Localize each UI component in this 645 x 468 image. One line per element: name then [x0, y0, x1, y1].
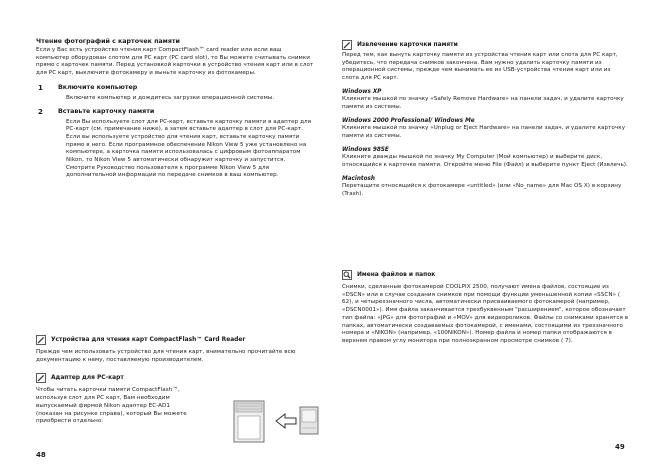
step-title: Включите компьютер: [58, 83, 138, 91]
remove-card-heading: [342, 40, 629, 50]
section-title: Чтение фотографий с карточек памяти: [36, 38, 180, 45]
step-number: 2: [38, 107, 43, 116]
page-number: 49: [615, 443, 625, 451]
insert-arrow-icon: [276, 414, 296, 428]
note-reader-text: Прежде чем использовать устройство для чтения карт, внимательно прочитайте всю документацию к нему, поставляемую производителем.: [36, 349, 296, 363]
os-name-win98se: Windows 98SE: [342, 146, 389, 153]
note-reader-title: Устройства для чтения карт CompactFlash™ Card Reader: [51, 337, 246, 343]
file-names-heading: [342, 270, 629, 280]
step-1: [36, 84, 314, 103]
file-names-text: Снимки, сделанные фотокамерой COOLPIX 2500, получают имена файлов, состоящие из «DSCN» или в случае создания снимков при помощи функции уменьшенной копии «SSCN» ( 62), и четырехзначного числа, автоматически присваиваемого фотокамерой (например, «DSCN0001»). Имя файла заканчивается трехбуквенным "расширением", которое обозначает тип файла: «JPG» для фотографий и «MOV» для видеороликов. Файлы со снимками хранятся в папках, автоматически создаваемых фотокамерой, с именами, состоящими из трехзначного номера и «NIKON» (например, «100NIKON»). Номер файла и номер папки отображаются в верхнем правом углу монитора при полноэкранном просмотре снимков ( 7).: [342, 284, 629, 344]
step-text: Если Вы используете слот для PC-карт, вставьте карточку памяти в адаптер для PC-карт (см. примечание ниже), а затем вставьте адаптер в слот для PC-карт. Если вы используете устройство для чтения карт, вставьте карточку памяти прямо в него. Если программное обеспечение Nikon View 5 уже установлено на компьютере, а карточка памяти использовалась с цифровым фотоаппаратом Nikon, то Nikon View 5 автоматически обнаружит карточку и запустится. Смотрите Руководство пользователя к программе Nikon View 5 для дополнительной информации по передаче снимков в ваш компьютер.: [66, 118, 312, 179]
magnifier-note-icon: [342, 270, 352, 280]
step-number: 1: [38, 83, 43, 92]
os-text-win2000-me: Кликните мышкой по значку «Unplug or Eject Hardware» на панели задач, и удалите карточку памяти из системы.: [342, 125, 626, 139]
os-name-winxp: Windows XP: [342, 88, 382, 95]
page-number: 48: [36, 451, 46, 459]
compactflash-card: [300, 407, 318, 434]
left-page: [0, 0, 322, 468]
right-page: [322, 0, 645, 468]
pencil-note-icon: [342, 40, 352, 50]
os-name-macintosh: Macintosh: [342, 175, 375, 182]
note-adapter-heading: [36, 373, 314, 383]
file-names-title: Имена файлов и папок: [357, 272, 436, 278]
pc-card-adapter-illustration: [232, 398, 322, 444]
step-title: Вставьте карточку памяти: [58, 107, 155, 115]
step-2: [36, 108, 314, 181]
step-text: Включите компьютер и дождитесь загрузки операционной системы.: [66, 94, 275, 101]
pencil-note-icon: [36, 373, 46, 383]
ec-ad1-adapter-card: [234, 401, 264, 442]
os-text-macintosh: Перетащите относящийся к фотокамере «untitled» (или «No_name» для Mac OS X) в корзину (Trash).: [342, 183, 622, 197]
os-text-win98se: Кликните дважды мышкой по значку My Computer (Мой компьютер) и выберите диск, относящийся к карточке памяти. Откройте меню File (Файл) и выберите пункт Eject (Извлечь).: [342, 154, 628, 168]
remove-card-text: Перед тем, как вынуть карточку памяти из устройства чтения карт или слота для PC карт, убедитесь, что передача снимков закончена. Вам нужно удалить карточку памяти из операционной системы, прежде чем вынимать ее из USB-устройства чтения карт или из слота для PC карт.: [342, 52, 618, 82]
note-adapter-title: Адаптер для PC-карт: [51, 375, 124, 382]
remove-card-title: Извлечение карточки памяти: [357, 42, 458, 48]
note-adapter-text: Чтобы читать карточки памяти CompactFlash™, используя слот для PC карт, Вам необходим выпускаемый фирмой Nikon адаптер EC-AD1 (показан на рисунке справа), который Вы можете приобрести отдельно.: [36, 387, 187, 425]
os-name-win2000-me: Windows 2000 Professional/ Windows Me: [342, 117, 475, 124]
os-text-winxp: Кликните мышкой по значку «Safely Remove Hardware» на панели задач, и удалите карточку памяти из системы.: [342, 96, 624, 111]
pencil-note-icon: [36, 335, 46, 345]
note-reader-heading: [36, 335, 314, 345]
intro-text: Если у Вас есть устройство чтения карт CompactFlash™ card reader или если ваш компьютер оборудован слотом для PC карт (PC card slot), то Вы можете считывать снимки прямо с карточек памяти. Перед установкой карточки в устройство чтения карт или в слот для PC карт, выключите фотокамеру и выньте карточку из фотокамеры.: [36, 47, 314, 77]
